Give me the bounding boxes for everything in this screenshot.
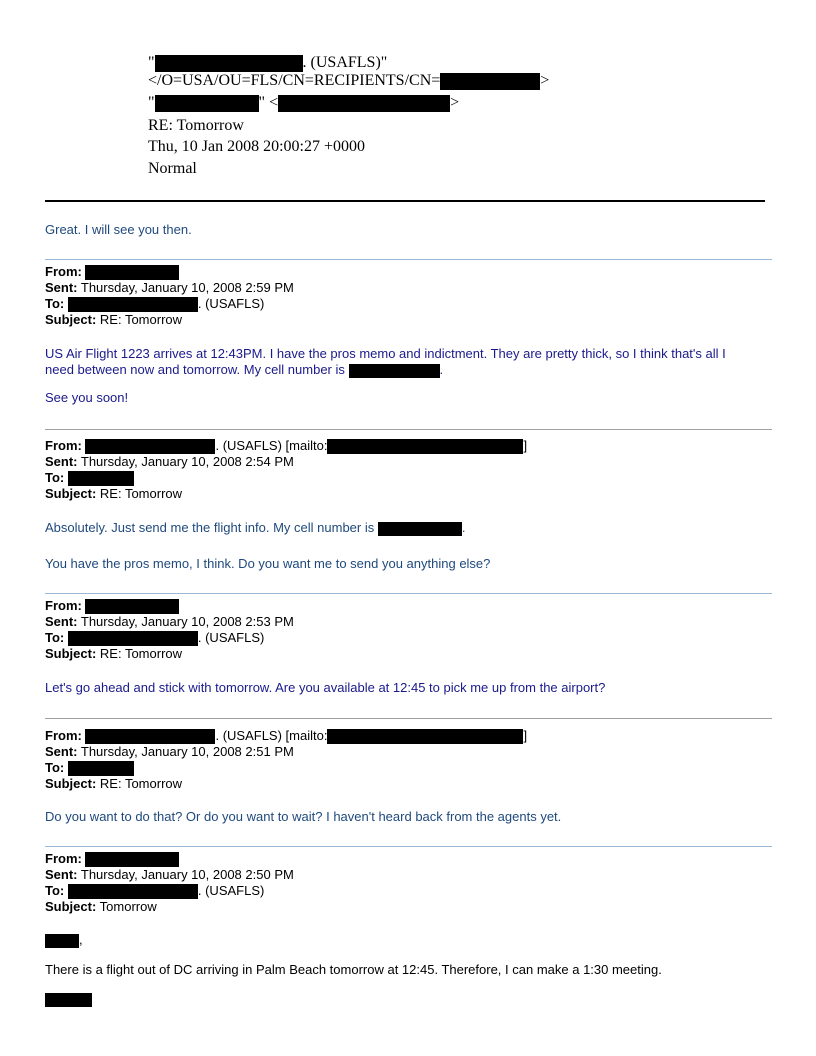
subject-label: Subject:: [45, 899, 97, 914]
message-body: Do you want to do that? Or do you want to wait? I haven't heard back from the agents yet.: [45, 809, 562, 824]
message-body: [45, 346, 775, 378]
subject-line: [45, 646, 294, 662]
body-line: [45, 362, 775, 378]
to-suffix: . (USAFLS): [197, 630, 265, 645]
message-separator: [45, 718, 772, 719]
message-body: Let's go ahead and stick with tomorrow. Are you available at 12:45 to pick me up from the airport?: [45, 680, 606, 695]
redaction-box: [155, 95, 259, 112]
redaction-box: [68, 761, 134, 776]
body-text: Absolutely. Just send me the flight info. My cell number is: [45, 520, 378, 535]
from-end: ]: [523, 438, 528, 453]
from-label: From:: [45, 438, 82, 453]
from-suffix: . (USAFLS) [mailto:: [215, 438, 328, 453]
redaction-box: [440, 73, 540, 90]
redaction-box: [45, 993, 92, 1007]
greeting-comma: ,: [79, 932, 83, 947]
message-separator: [45, 846, 772, 847]
sent-line: [45, 614, 294, 630]
subject-line: [45, 312, 294, 328]
quoted-message-header: [45, 851, 294, 915]
redaction-box: [278, 95, 450, 112]
message-body: There is a flight out of DC arriving in Palm Beach tomorrow at 12:45. Therefore, I can make a 1:30 meeting.: [45, 962, 662, 977]
sent-label: Sent:: [45, 280, 78, 295]
header-from-address-suffix: >: [540, 72, 550, 89]
header-from-address: [148, 71, 549, 91]
quoted-message-header: [45, 438, 527, 502]
to-label: To:: [45, 760, 65, 775]
message-separator: [45, 429, 772, 430]
redaction-box: [327, 729, 523, 744]
quoted-message-header: [45, 598, 294, 662]
to-label: To:: [45, 296, 65, 311]
sent-value: Thursday, January 10, 2008 2:54 PM: [77, 454, 294, 469]
to-line: [45, 760, 527, 776]
redaction-box: [85, 852, 179, 867]
subject-value: RE: Tomorrow: [96, 646, 183, 661]
sent-line: [45, 280, 294, 296]
redaction-box: [85, 265, 179, 280]
to-line: [45, 883, 294, 899]
redaction-box: [327, 439, 523, 454]
to-line: [45, 630, 294, 646]
from-suffix: . (USAFLS) [mailto:: [215, 728, 328, 743]
sent-line: [45, 867, 294, 883]
header-to-value: [148, 93, 459, 113]
sent-label: Sent:: [45, 867, 78, 882]
sent-value: Thursday, January 10, 2008 2:59 PM: [77, 280, 294, 295]
from-end: ]: [523, 728, 528, 743]
message-separator: [45, 593, 772, 594]
body-line: US Air Flight 1223 arrives at 12:43PM. I have the pros memo and indictment. They are pretty thick, so I think that's all I: [45, 346, 726, 361]
body-text: need between now and tomorrow. My cell number is: [45, 362, 349, 377]
sent-label: Sent:: [45, 454, 78, 469]
subject-label: Subject:: [45, 312, 97, 327]
from-label: From:: [45, 728, 82, 743]
subject-label: Subject:: [45, 486, 97, 501]
to-line: [45, 470, 527, 486]
sent-line: [45, 454, 527, 470]
to-suffix: . (USAFLS): [197, 883, 265, 898]
to-label: To:: [45, 630, 65, 645]
subject-value: Tomorrow: [96, 899, 157, 914]
message-body: [45, 520, 775, 536]
sent-line: [45, 744, 527, 760]
quoted-message-header: [45, 264, 294, 328]
body-text: .: [461, 520, 466, 535]
from-line: [45, 728, 527, 744]
redaction-box: [85, 439, 215, 454]
redaction-box: [45, 934, 79, 948]
from-label: From:: [45, 598, 82, 613]
redaction-box: [68, 471, 134, 486]
sent-value: Thursday, January 10, 2008 2:53 PM: [77, 614, 294, 629]
redaction-box: [85, 599, 179, 614]
header-date-value: Thu, 10 Jan 2008 20:00:27 +0000: [148, 138, 366, 155]
subject-line: [45, 776, 527, 792]
subject-line: [45, 486, 527, 502]
to-label: To:: [45, 883, 65, 898]
to-label: To:: [45, 470, 65, 485]
subject-value: RE: Tomorrow: [96, 486, 183, 501]
quoted-message-header: [45, 728, 527, 792]
sent-label: Sent:: [45, 614, 78, 629]
from-label: From:: [45, 264, 82, 279]
to-line: [45, 296, 294, 312]
redaction-box: [68, 884, 198, 899]
sent-value: Thursday, January 10, 2008 2:51 PM: [77, 744, 294, 759]
redaction-box: [378, 522, 462, 536]
header-from-suffix: . (USAFLS)": [302, 54, 388, 71]
from-line: [45, 851, 294, 867]
header-from-value: [148, 53, 387, 73]
message-greeting: [45, 932, 775, 948]
subject-line: [45, 899, 294, 915]
header-from-address-prefix: </O=USA/OU=FLS/CN=RECIPIENTS/CN=: [148, 72, 441, 89]
redaction-box: [68, 631, 198, 646]
from-line: [45, 264, 294, 280]
subject-value: RE: Tomorrow: [96, 776, 183, 791]
redaction-box: [85, 729, 215, 744]
subject-label: Subject:: [45, 646, 97, 661]
sent-value: Thursday, January 10, 2008 2:50 PM: [77, 867, 294, 882]
header-divider: [45, 200, 765, 202]
from-line: [45, 438, 527, 454]
message-separator: [45, 259, 772, 260]
from-line: [45, 598, 294, 614]
message-body: Great. I will see you then.: [45, 222, 192, 237]
sent-label: Sent:: [45, 744, 78, 759]
body-text: .: [439, 362, 444, 377]
header-importance-value: Normal: [148, 160, 197, 177]
to-suffix: . (USAFLS): [197, 296, 265, 311]
subject-label: Subject:: [45, 776, 97, 791]
redaction-box: [349, 364, 440, 378]
redaction-box: [68, 297, 198, 312]
from-label: From:: [45, 851, 82, 866]
subject-value: RE: Tomorrow: [96, 312, 183, 327]
quote-open: ": [148, 54, 155, 71]
header-to-mid: " <: [258, 94, 279, 111]
header-to-suffix: >: [450, 94, 460, 111]
quote-open: ": [148, 94, 155, 111]
header-subject-value: RE: Tomorrow: [148, 117, 244, 134]
message-body: You have the pros memo, I think. Do you want me to send you anything else?: [45, 556, 491, 571]
redaction-box: [155, 55, 303, 72]
message-signoff: See you soon!: [45, 390, 129, 405]
